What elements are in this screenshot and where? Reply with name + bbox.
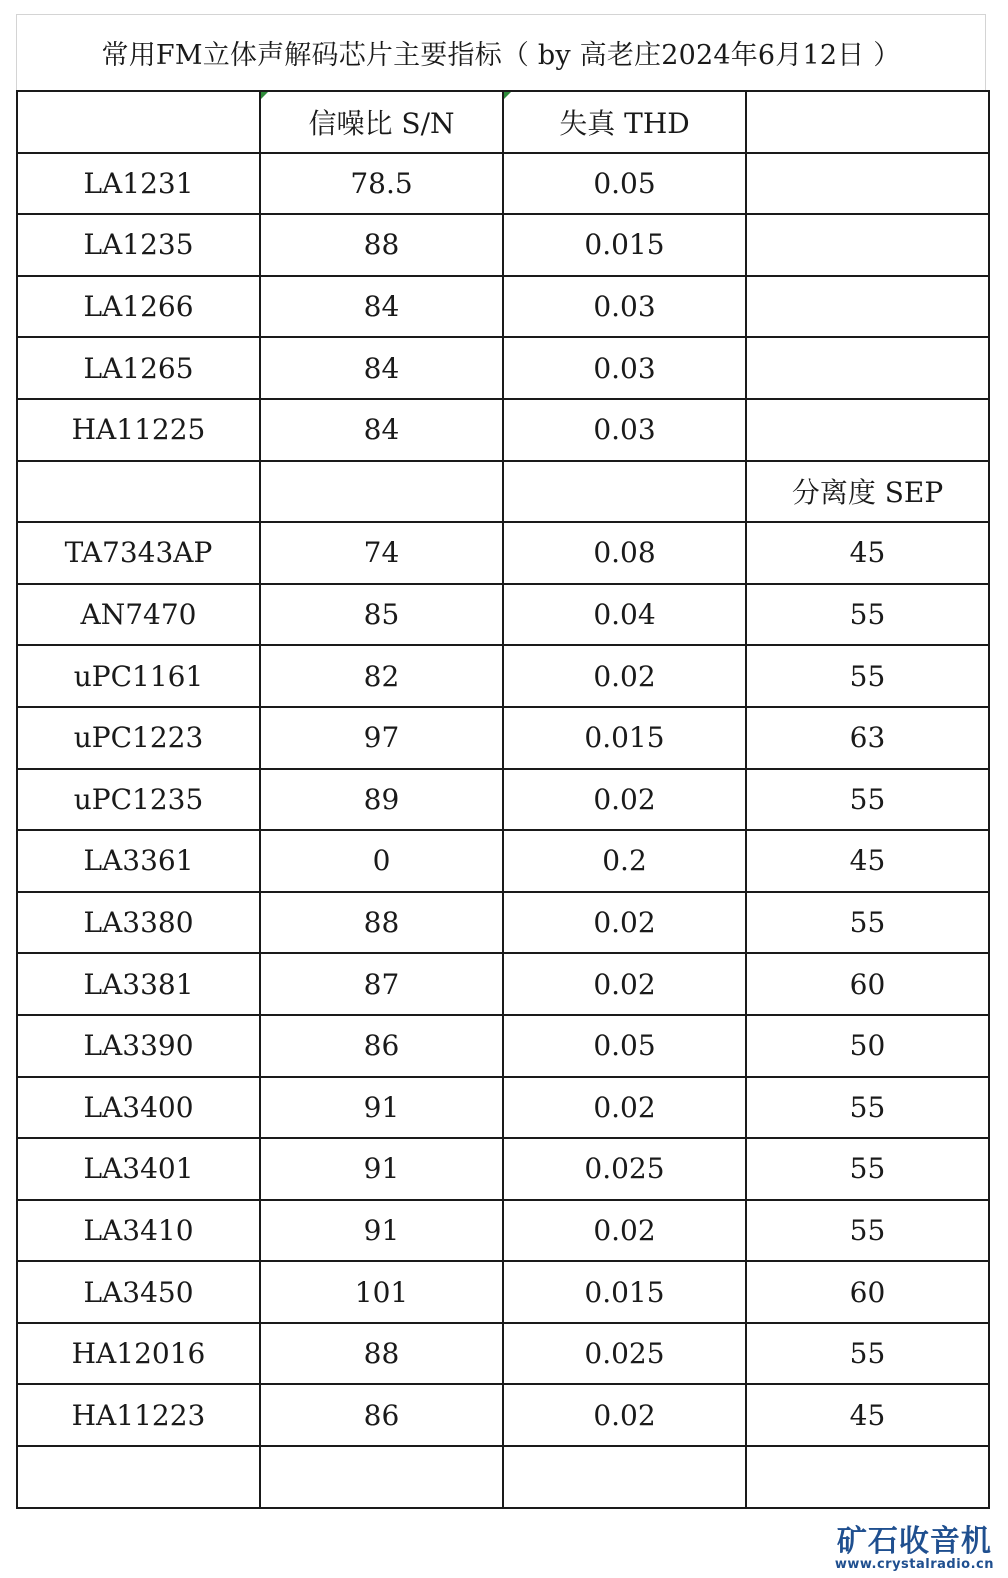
- spreadsheet: [16, 14, 986, 1509]
- table-cell[interactable]: 55: [746, 1200, 989, 1262]
- table-cell[interactable]: 88: [260, 1323, 503, 1385]
- table-cell[interactable]: 45: [746, 830, 989, 892]
- table-cell[interactable]: AN7470: [17, 584, 260, 646]
- table-cell[interactable]: 0.05: [503, 1015, 746, 1077]
- table-cell[interactable]: 60: [746, 953, 989, 1015]
- table-cell[interactable]: LA3380: [17, 892, 260, 954]
- table-cell[interactable]: 84: [260, 399, 503, 461]
- table-cell[interactable]: 0.02: [503, 953, 746, 1015]
- table-row: [17, 1077, 989, 1139]
- header-cell[interactable]: [503, 91, 746, 153]
- table-cell[interactable]: 84: [260, 276, 503, 338]
- table-cell[interactable]: 97: [260, 707, 503, 769]
- table-cell[interactable]: 63: [746, 707, 989, 769]
- table-cell[interactable]: 0.02: [503, 1077, 746, 1139]
- header-cell[interactable]: [17, 91, 260, 153]
- table-cell[interactable]: LA3410: [17, 1200, 260, 1262]
- table-cell[interactable]: 91: [260, 1200, 503, 1262]
- table-row: [17, 153, 989, 215]
- table-cell[interactable]: 60: [746, 1261, 989, 1323]
- table-cell[interactable]: 45: [746, 522, 989, 584]
- table-cell[interactable]: LA1231: [17, 153, 260, 215]
- table-cell[interactable]: [746, 399, 989, 461]
- table-cell[interactable]: 84: [260, 337, 503, 399]
- table-cell[interactable]: 0.08: [503, 522, 746, 584]
- table-cell[interactable]: 0.015: [503, 707, 746, 769]
- table-cell[interactable]: LA3390: [17, 1015, 260, 1077]
- table-cell[interactable]: 86: [260, 1384, 503, 1446]
- spec-table: [16, 90, 990, 1509]
- header-row: [17, 91, 989, 153]
- table-cell[interactable]: [17, 461, 260, 523]
- table-row: [17, 584, 989, 646]
- table-cell[interactable]: 0.02: [503, 1200, 746, 1262]
- table-cell[interactable]: LA3381: [17, 953, 260, 1015]
- table-title[interactable]: 常用FM立体声解码芯片主要指标（ by 高老庄2024年6月12日 ）: [16, 14, 986, 90]
- table-cell[interactable]: 55: [746, 892, 989, 954]
- table-row: [17, 830, 989, 892]
- table-cell[interactable]: uPC1235: [17, 769, 260, 831]
- table-cell[interactable]: 0.03: [503, 399, 746, 461]
- table-row: [17, 276, 989, 338]
- table-cell[interactable]: uPC1161: [17, 645, 260, 707]
- table-cell[interactable]: LA3450: [17, 1261, 260, 1323]
- table-cell[interactable]: 0.02: [503, 769, 746, 831]
- site-watermark: [835, 1526, 994, 1572]
- table-cell[interactable]: [260, 461, 503, 523]
- table-cell[interactable]: LA1235: [17, 214, 260, 276]
- table-cell[interactable]: 55: [746, 1323, 989, 1385]
- table-cell[interactable]: 0.02: [503, 645, 746, 707]
- table-row: [17, 645, 989, 707]
- table-row: [17, 1323, 989, 1385]
- table-cell[interactable]: 87: [260, 953, 503, 1015]
- table-cell[interactable]: 0.03: [503, 337, 746, 399]
- table-cell[interactable]: HA11223: [17, 1384, 260, 1446]
- table-cell[interactable]: HA12016: [17, 1323, 260, 1385]
- table-cell[interactable]: 86: [260, 1015, 503, 1077]
- table-cell[interactable]: [746, 276, 989, 338]
- table-cell[interactable]: 0: [260, 830, 503, 892]
- table-cell[interactable]: [17, 1446, 260, 1508]
- table-row: [17, 707, 989, 769]
- table-cell[interactable]: [503, 461, 746, 523]
- table-cell[interactable]: 55: [746, 584, 989, 646]
- header-cell[interactable]: [260, 91, 503, 153]
- table-cell[interactable]: 74: [260, 522, 503, 584]
- table-cell[interactable]: 88: [260, 892, 503, 954]
- table-cell[interactable]: 89: [260, 769, 503, 831]
- table-cell[interactable]: 85: [260, 584, 503, 646]
- header-cell[interactable]: [746, 91, 989, 153]
- table-cell[interactable]: LA3361: [17, 830, 260, 892]
- table-row: [17, 769, 989, 831]
- table-cell[interactable]: LA3400: [17, 1077, 260, 1139]
- table-cell[interactable]: 55: [746, 769, 989, 831]
- table-cell[interactable]: 0.2: [503, 830, 746, 892]
- table-cell[interactable]: 55: [746, 1077, 989, 1139]
- watermark-url: www.crystalradio.cn: [834, 1557, 994, 1572]
- table-cell[interactable]: 0.015: [503, 1261, 746, 1323]
- table-row: [17, 1446, 989, 1508]
- table-cell[interactable]: 分离度 SEP: [746, 461, 989, 523]
- table-row: [17, 399, 989, 461]
- table-cell[interactable]: [746, 337, 989, 399]
- table-cell[interactable]: 0.025: [503, 1323, 746, 1385]
- table-row: [17, 522, 989, 584]
- table-row: [17, 337, 989, 399]
- table-cell[interactable]: 0.02: [503, 892, 746, 954]
- table-row: [17, 1261, 989, 1323]
- table-cell[interactable]: 55: [746, 1138, 989, 1200]
- table-row: [17, 892, 989, 954]
- table-row: [17, 1384, 989, 1446]
- table-cell[interactable]: 101: [260, 1261, 503, 1323]
- table-cell[interactable]: 45: [746, 1384, 989, 1446]
- table-cell[interactable]: [746, 1446, 989, 1508]
- table-cell[interactable]: [746, 153, 989, 215]
- table-row: [17, 1200, 989, 1262]
- comment-marker-icon: [261, 92, 268, 99]
- table-cell[interactable]: 0.05: [503, 153, 746, 215]
- table-cell[interactable]: HA11225: [17, 399, 260, 461]
- header-label: 失真 THD: [559, 106, 690, 140]
- table-cell[interactable]: 0.02: [503, 1384, 746, 1446]
- table-cell[interactable]: 91: [260, 1077, 503, 1139]
- table-row: [17, 461, 989, 523]
- table-cell[interactable]: 0.04: [503, 584, 746, 646]
- table-cell[interactable]: 82: [260, 645, 503, 707]
- comment-marker-icon: [504, 92, 511, 99]
- table-cell[interactable]: 78.5: [260, 153, 503, 215]
- table-cell[interactable]: [746, 214, 989, 276]
- table-cell[interactable]: 0.025: [503, 1138, 746, 1200]
- table-cell[interactable]: LA1266: [17, 276, 260, 338]
- table-cell[interactable]: 50: [746, 1015, 989, 1077]
- watermark-name: 矿石收音机: [836, 1524, 992, 1559]
- table-row: [17, 1138, 989, 1200]
- table-cell[interactable]: [503, 1446, 746, 1508]
- header-label: 信噪比 S/N: [308, 106, 455, 140]
- table-cell[interactable]: TA7343AP: [17, 522, 260, 584]
- table-row: [17, 953, 989, 1015]
- table-cell[interactable]: [260, 1446, 503, 1508]
- table-cell[interactable]: 88: [260, 214, 503, 276]
- table-cell[interactable]: 91: [260, 1138, 503, 1200]
- table-cell[interactable]: LA3401: [17, 1138, 260, 1200]
- table-cell[interactable]: 0.015: [503, 214, 746, 276]
- table-cell[interactable]: LA1265: [17, 337, 260, 399]
- table-row: [17, 214, 989, 276]
- table-cell[interactable]: 55: [746, 645, 989, 707]
- table-cell[interactable]: 0.03: [503, 276, 746, 338]
- table-row: [17, 1015, 989, 1077]
- table-cell[interactable]: uPC1223: [17, 707, 260, 769]
